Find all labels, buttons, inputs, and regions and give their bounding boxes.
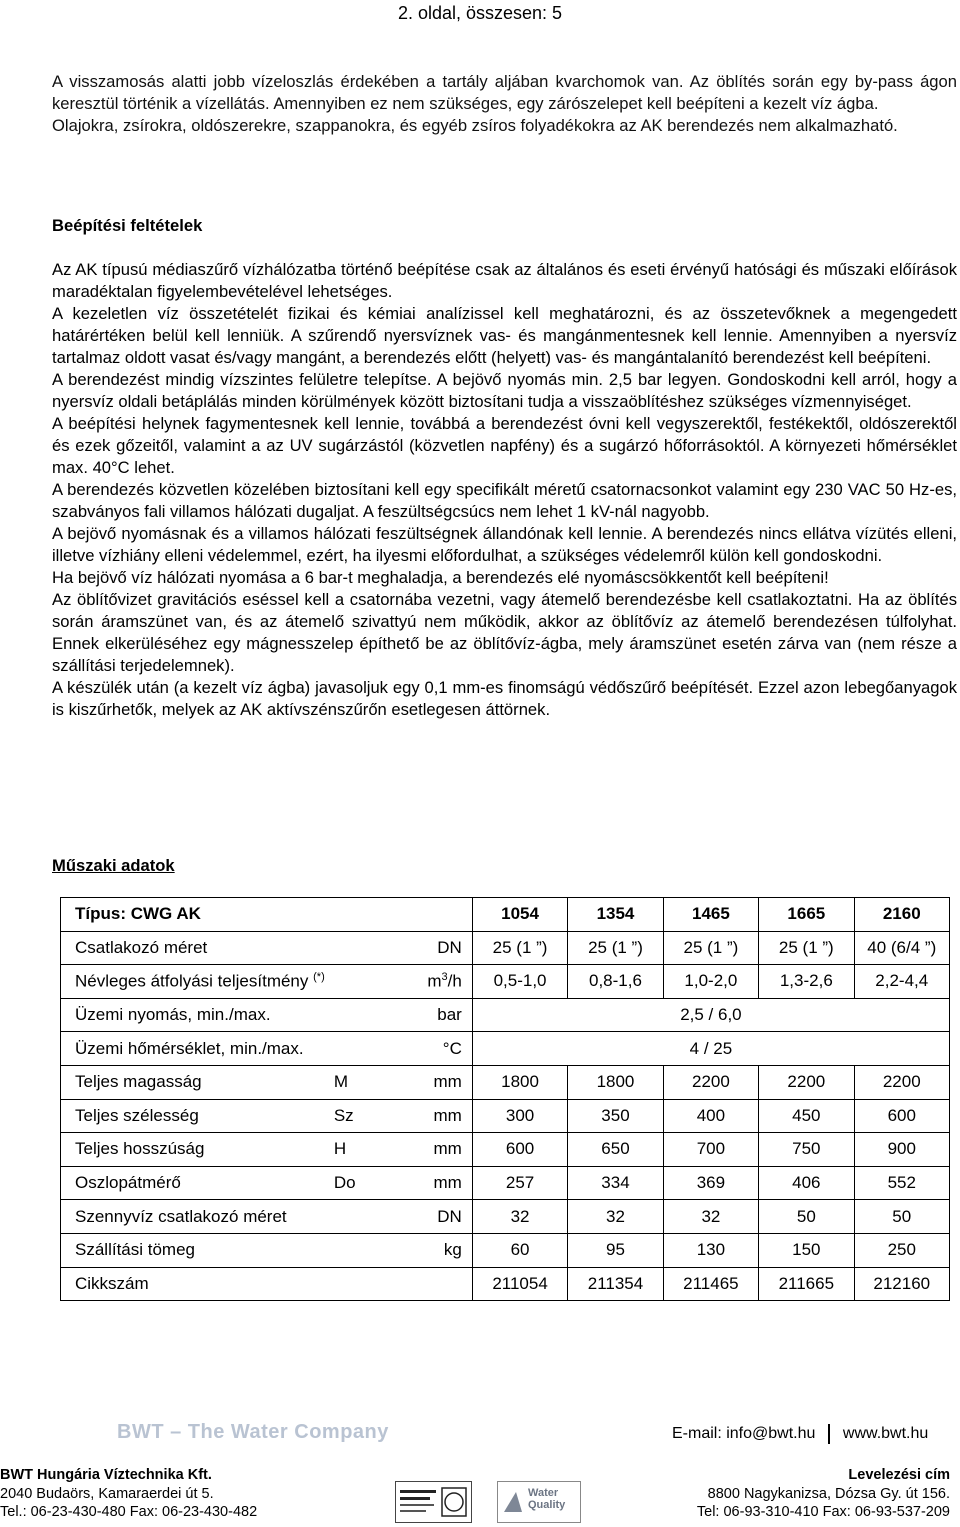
footnote-marker: (*) — [313, 971, 325, 984]
value-cell: 25 (1 ”) — [568, 931, 663, 965]
row-label-cell — [61, 1166, 473, 1200]
company-address — [0, 1466, 257, 1522]
wq-word: Water — [528, 1487, 559, 1499]
wq-word: Quality — [528, 1499, 566, 1511]
value-cell: 25 (1 ”) — [759, 931, 854, 965]
intro-paragraph: A visszamosás alatti jobb vízeloszlás érdekében a tartály aljában kvarchomok van. Az öblítés során egy by-pass ágon keresztül történik a vízellátás. Amennyiben ez nem szükséges, egy zárószelepet kell beépíteni a kezelt víz ágba. — [52, 72, 957, 113]
model-header-cell: 1354 — [568, 898, 663, 932]
certification-logo — [395, 1481, 472, 1523]
water-drop-icon — [498, 1482, 526, 1522]
value-cell: 600 — [472, 1133, 567, 1167]
row-unit: °C — [442, 1038, 462, 1058]
company-phone: Tel.: 06-23-430-480 Fax: 06-23-430-482 — [0, 1504, 258, 1520]
row-label-cell — [61, 1267, 473, 1301]
row-label-cell — [61, 1133, 473, 1167]
value-cell: 750 — [759, 1133, 854, 1167]
value-cell: 250 — [854, 1233, 949, 1267]
value-cell: 369 — [663, 1166, 758, 1200]
installation-text — [52, 259, 957, 721]
section-title-technical-data: Műszaki adatok — [52, 856, 175, 875]
row-label: Teljes szélesség — [75, 1105, 199, 1125]
mailing-street: 8800 Nagykanizsa, Dózsa Gy. út 156. — [707, 1485, 950, 1502]
value-cell: 211665 — [759, 1267, 854, 1301]
model-header-cell: 1054 — [472, 898, 567, 932]
value-cell: 900 — [854, 1133, 949, 1167]
value-cell: 50 — [759, 1200, 854, 1234]
value-cell: 25 (1 ”) — [663, 931, 758, 965]
contact-divider — [828, 1424, 830, 1444]
table-header-row — [61, 898, 950, 932]
row-symbol: Sz — [333, 1105, 354, 1125]
technical-data-table — [60, 897, 950, 1301]
merged-value-cell: 2,5 / 6,0 — [472, 998, 949, 1032]
table-row — [61, 931, 950, 965]
row-label: Szennyvíz csatlakozó méret — [75, 1206, 287, 1226]
website-link[interactable]: www.bwt.hu — [842, 1425, 929, 1443]
row-label-cell — [61, 1200, 473, 1234]
row-label: Cikkszám — [75, 1273, 149, 1293]
table-row — [61, 965, 950, 999]
value-cell: 0,5-1,0 — [472, 965, 567, 999]
row-symbol: Do — [333, 1173, 356, 1193]
value-cell: 400 — [663, 1099, 758, 1133]
model-header-cell: 1665 — [759, 898, 854, 932]
type-label-cell: Típus: CWG AK — [61, 898, 473, 932]
value-cell: 60 — [472, 1233, 567, 1267]
row-label-cell — [61, 1065, 473, 1099]
value-cell: 600 — [854, 1099, 949, 1133]
table-row — [61, 1099, 950, 1133]
row-label: Szállítási tömeg — [75, 1240, 195, 1260]
bwt-brand-logo: BWT – The Water Company — [117, 1421, 389, 1443]
row-unit: bar — [437, 1005, 462, 1025]
value-cell: 1,0-2,0 — [663, 965, 758, 999]
table-row — [61, 1166, 950, 1200]
row-label: Üzemi hőmérséklet, min./max. — [75, 1038, 304, 1058]
table-row — [61, 998, 950, 1032]
value-cell: 32 — [663, 1200, 758, 1234]
table-row — [61, 1267, 950, 1301]
model-header-cell: 1465 — [663, 898, 758, 932]
value-cell: 32 — [568, 1200, 663, 1234]
merged-value-cell: 4 / 25 — [472, 1032, 949, 1066]
row-label-cell — [61, 965, 473, 999]
intro-text — [52, 71, 957, 137]
water-quality-logo — [497, 1481, 581, 1523]
value-cell: 130 — [663, 1233, 758, 1267]
row-unit: DN — [437, 1206, 462, 1226]
body-paragraph: A készülék után (a kezelt víz ágba) javasoljuk egy 0,1 mm-es finomságú védőszűrő beépítését. Ezzel azon lebegőanyagok is kiszűrhetők, melyek az AK aktívszénszűrőn esetlegesen áttörnek. — [52, 678, 957, 719]
value-cell: 212160 — [854, 1267, 949, 1301]
row-unit: mm — [433, 1139, 462, 1159]
value-cell: 2200 — [759, 1065, 854, 1099]
value-cell: 300 — [472, 1099, 567, 1133]
value-cell: 406 — [759, 1166, 854, 1200]
company-street: 2040 Budaörs, Kamaraerdei út 5. — [0, 1485, 214, 1502]
table-row — [61, 1200, 950, 1234]
value-cell: 700 — [663, 1133, 758, 1167]
value-cell: 32 — [472, 1200, 567, 1234]
body-paragraph: A bejövő nyomásnak és a villamos hálózati feszültségnek állandónak kell lennie. A berendezés nincs ellátva vízütés elleni, illetve vízhiány elleni védelemmel, ezért, ha ilyesmi előfordulhat, a szükséges védelemről külön kell gondoskodni. — [52, 524, 957, 565]
row-symbol: M — [333, 1072, 349, 1092]
row-unit: $m^3/h$ — [427, 971, 462, 991]
table-row — [61, 1065, 950, 1099]
row-unit: mm — [433, 1072, 462, 1092]
table-row — [61, 1032, 950, 1066]
value-cell: 1800 — [472, 1065, 567, 1099]
body-paragraph: Az öblítővizet gravitációs eséssel kell a csatornába vezetni, vagy átemelő berendezésbe kell csatlakoztatni. Ha az öblítés során áramszünet van, és az átemelő szivattyú nem működik, akkor az öblítővíz az átemelő berendezésen túlfolyhat. Ennek elkerüléséhez egy mágnesszelep építhető be az öblítővíz-ágba, mely áramszünet esetén zárva van (nem része a szállítási terjedelemnek). — [52, 590, 957, 675]
body-paragraph: A kezeletlen víz összetételét fizikai és kémiai analízissel kell meghatározni, és az összetevőknek a megengedett határértéken belül kell lenniük. A szűrendő nyersvíznek vas- és mangánmentesnek kell lennie. Amennyiben a nyersvíz tartalmaz oldott vasat és/vagy mangánt, a berendezés előtt (helyett) vas- és mangántalanító berendezést kell beépíteni. — [52, 304, 957, 367]
row-label-cell — [61, 1099, 473, 1133]
value-cell: 1800 — [568, 1065, 663, 1099]
table-row — [61, 1133, 950, 1167]
value-cell: 450 — [759, 1099, 854, 1133]
value-cell: 211354 — [568, 1267, 663, 1301]
email-link[interactable]: E-mail: info@bwt.hu — [672, 1425, 816, 1443]
row-label: Oszlopátmérő — [75, 1173, 181, 1193]
intro-paragraph: Olajokra, zsírokra, oldószerekre, szappanokra, és egyéb zsíros folyadékokra az AK berendezés nem alkalmazható. — [52, 116, 898, 135]
row-unit: DN — [437, 937, 462, 957]
page-number-header: 2. oldal, összesen: 5 — [397, 3, 563, 23]
row-label: Teljes hosszúság — [75, 1139, 205, 1159]
bureau-veritas-seal-icon — [396, 1482, 471, 1522]
section-title-installation: Beépítési feltételek — [52, 216, 203, 235]
row-label: Teljes magasság — [75, 1072, 202, 1092]
body-paragraph: A beépítési helynek fagymentesnek kell lennie, továbbá a berendezést óvni kell vegyszerektől, festékektől, oldószerektől és ezek gőzeitől, valamint a az UV sugárzástól (közvetlen napfény) és a sugárzó hőforrásoktól. A környezeti hőmérséklet max. 40°C lehet. — [52, 414, 957, 477]
row-label-cell — [61, 998, 473, 1032]
mailing-title: Levelezési cím — [848, 1467, 950, 1483]
row-label: Névleges átfolyási teljesítmény (*) — [75, 971, 325, 991]
table-row — [61, 1233, 950, 1267]
value-cell: 211465 — [663, 1267, 758, 1301]
value-cell: 50 — [854, 1200, 949, 1234]
value-cell: 650 — [568, 1133, 663, 1167]
row-symbol: H — [333, 1139, 347, 1159]
company-name: BWT Hungária Víztechnika Kft. — [0, 1467, 212, 1483]
mailing-address — [697, 1466, 950, 1522]
value-cell: 334 — [568, 1166, 663, 1200]
value-cell: 2,2-4,4 — [854, 965, 949, 999]
value-cell: 211054 — [472, 1267, 567, 1301]
value-cell: 2200 — [663, 1065, 758, 1099]
value-cell: 25 (1 ”) — [472, 931, 567, 965]
value-cell: 150 — [759, 1233, 854, 1267]
value-cell: 552 — [854, 1166, 949, 1200]
model-header-cell: 2160 — [854, 898, 949, 932]
body-paragraph: Ha bejövő víz hálózati nyomása a 6 bar-t meghaladja, a berendezés elé nyomáscsökkentőt kell beépíteni! — [52, 568, 829, 587]
row-label-cell — [61, 1032, 473, 1066]
mailing-phone: Tel: 06-93-310-410 Fax: 06-93-537-209 — [696, 1504, 950, 1520]
value-cell: 350 — [568, 1099, 663, 1133]
value-cell: 257 — [472, 1166, 567, 1200]
row-label: Üzemi nyomás, min./max. — [75, 1005, 271, 1025]
body-paragraph: Az AK típusú médiaszűrő vízhálózatba történő beépítése csak az általános és eseti érvényű hatósági és műszaki előírások maradéktalan figyelembevételével lehetséges. — [52, 260, 957, 301]
value-cell: 1,3-2,6 — [759, 965, 854, 999]
value-cell: 40 (6/4 ”) — [854, 931, 949, 965]
row-label-cell — [61, 931, 473, 965]
row-label: Csatlakozó méret — [75, 937, 208, 957]
row-unit: mm — [433, 1105, 462, 1125]
row-unit: kg — [443, 1240, 462, 1260]
value-cell: 0,8-1,6 — [568, 965, 663, 999]
value-cell: 2200 — [854, 1065, 949, 1099]
row-unit: mm — [433, 1173, 462, 1193]
body-paragraph: A berendezés közvetlen közelében biztosítani kell egy specifikált méretű csatornacsonkot valamint egy 230 VAC 50 Hz-es, szabványos fali villamos hálózati dugaljat. A feszültségcsúcs nem lehet 1 kV-nál nagyobb. — [52, 480, 957, 521]
row-label-cell — [61, 1233, 473, 1267]
body-paragraph: A berendezést mindig vízszintes felületre telepítse. A bejövő nyomás min. 2,5 bar legyen. Gondoskodni kell arról, hogy a nyersvíz oldali betáplálás minden körülmények között biztosítani tudja a visszaöblítéshez szükséges vízmennyiséget. — [52, 370, 957, 411]
value-cell: 95 — [568, 1233, 663, 1267]
footer-contact — [672, 1424, 928, 1444]
